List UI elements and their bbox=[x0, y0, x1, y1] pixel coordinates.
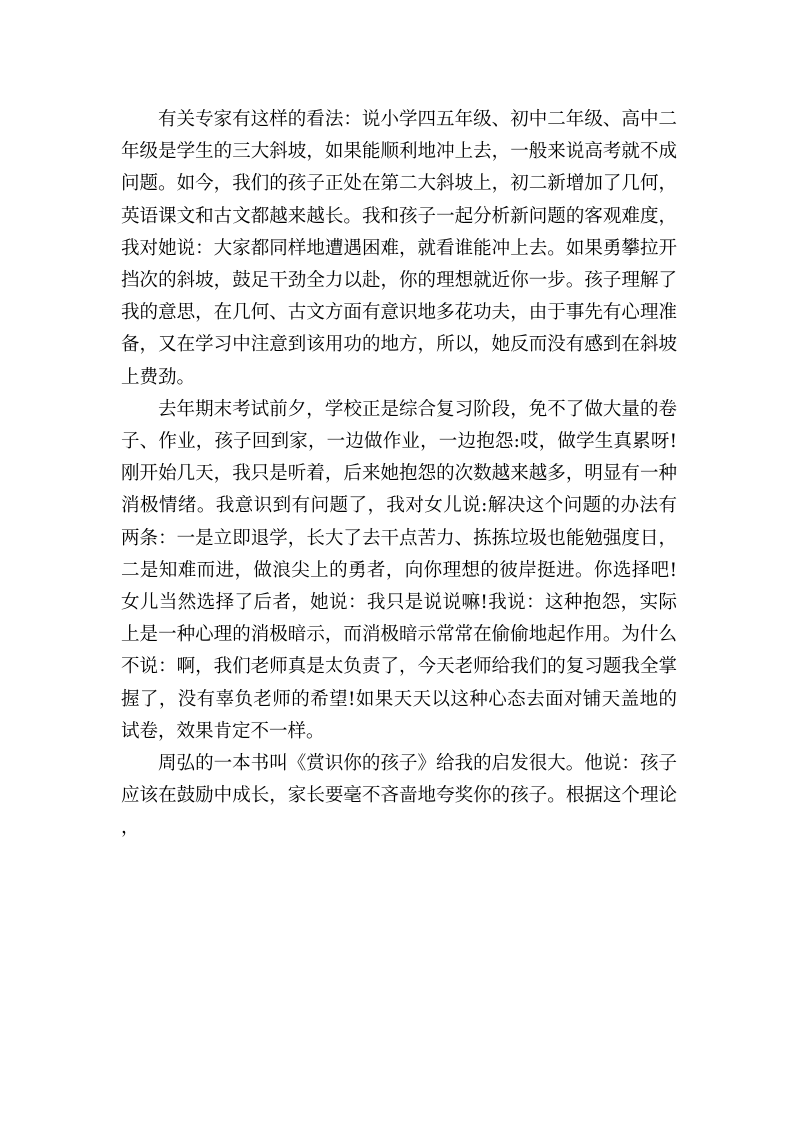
paragraph-exam-complaints: 去年期末考试前夕，学校正是综合复习阶段，免不了做大量的卷子、作业，孩子回到家，一边做作业，一边抱怨:哎，做学生真累呀!刚开始几天，我只是听着，后来她抱怨的次数越来越多，明显有一种消极情绪。我意识到有问题了，我对女儿说:解决这个问题的办法有两条：一是立即退学，长大了去干点苦力、拣拣垃圾也能勉强度日，二是知难而进，做浪尖上的勇者，向你理想的彼岸挺进。你选择吧!女儿当然选择了后者，她说：我只是说说嘛!我说：这种抱怨，实际上是一种心理的消极暗示，而消极暗示常常在偷偷地起作用。为什么不说：啊，我们老师真是太负责了，今天老师给我们的复习题我全掌握了，没有辜负老师的希望!如果天天以这种心态去面对铺天盖地的试卷，效果肯定不一样。 bbox=[121, 398, 677, 742]
paragraph-appreciation-book: 周弘的一本书叫《赏识你的孩子》给我的启发很大。他说：孩子应该在鼓励中成长，家长要毫不吝啬地夸奖你的孩子。根据这个理论， bbox=[121, 753, 677, 839]
paragraph-slopes: 有关专家有这样的看法：说小学四五年级、初中二年级、高中二年级是学生的三大斜坡，如果能顺利地冲上去，一般来说高考就不成问题。如今，我们的孩子正处在第二大斜坡上，初二新增加了几何，英语课文和古文都越来越长。我和孩子一起分析新问题的客观难度，我对她说：大家都同样地遭遇困难，就看谁能冲上去。如果勇攀拉开挡次的斜坡，鼓足干劲全力以赴，你的理想就近你一步。孩子理解了我的意思，在几何、古文方面有意识地多花功夫，由于事先有心理准备，又在学习中注意到该用功的地方，所以，她反而没有感到在斜坡上费劲。 bbox=[121, 109, 677, 388]
document-body bbox=[121, 104, 677, 845]
